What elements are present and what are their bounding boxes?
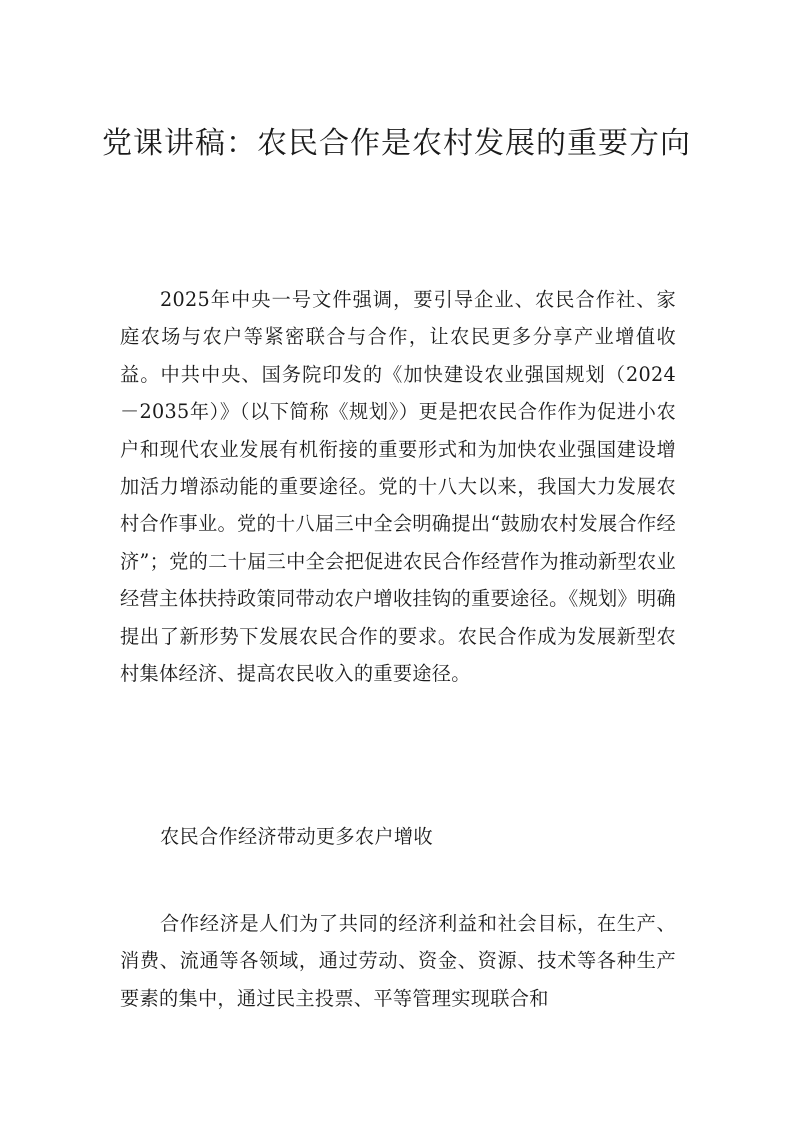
document-title: 党课讲稿：农民合作是农村发展的重要方向 [102,126,691,161]
paragraph-intro: 2025年中央一号文件强调，要引导企业、农民合作社、家庭农场与农户等紧密联合与合作，让农民更多分享产业增值收益。中共中央、国务院印发的《加快建设农业强国规划（2024－2035年）》（以下简称《规划》）更是把农民合作作为促进小农户和现代农业发展有机衔接的重要形式和为加快农业强国建设增加活力增添动能的重要途径。党的十八大以来，我国大力发展农村合作事业。党的十八届三中全会明确提出“鼓励农村发展合作经济”；党的二十届三中全会把促进农民合作经营作为推动新型农业经营主体扶持政策同带动农户增收挂钩的重要途径。《规划》明确提出了新形势下发展农民合作的要求。农民合作成为发展新型农村集体经济、提高农民收入的重要途径。 [120,288,676,686]
paragraph-cooperative-economy: 合作经济是人们为了共同的经济利益和社会目标，在生产、消费、流通等各领域，通过劳动、资金、资源、技术等各种生产要素的集中，通过民主投票、平等管理实现联合和 [120,912,676,1010]
section-heading: 农民合作经济带动更多农户增收 [160,825,433,848]
